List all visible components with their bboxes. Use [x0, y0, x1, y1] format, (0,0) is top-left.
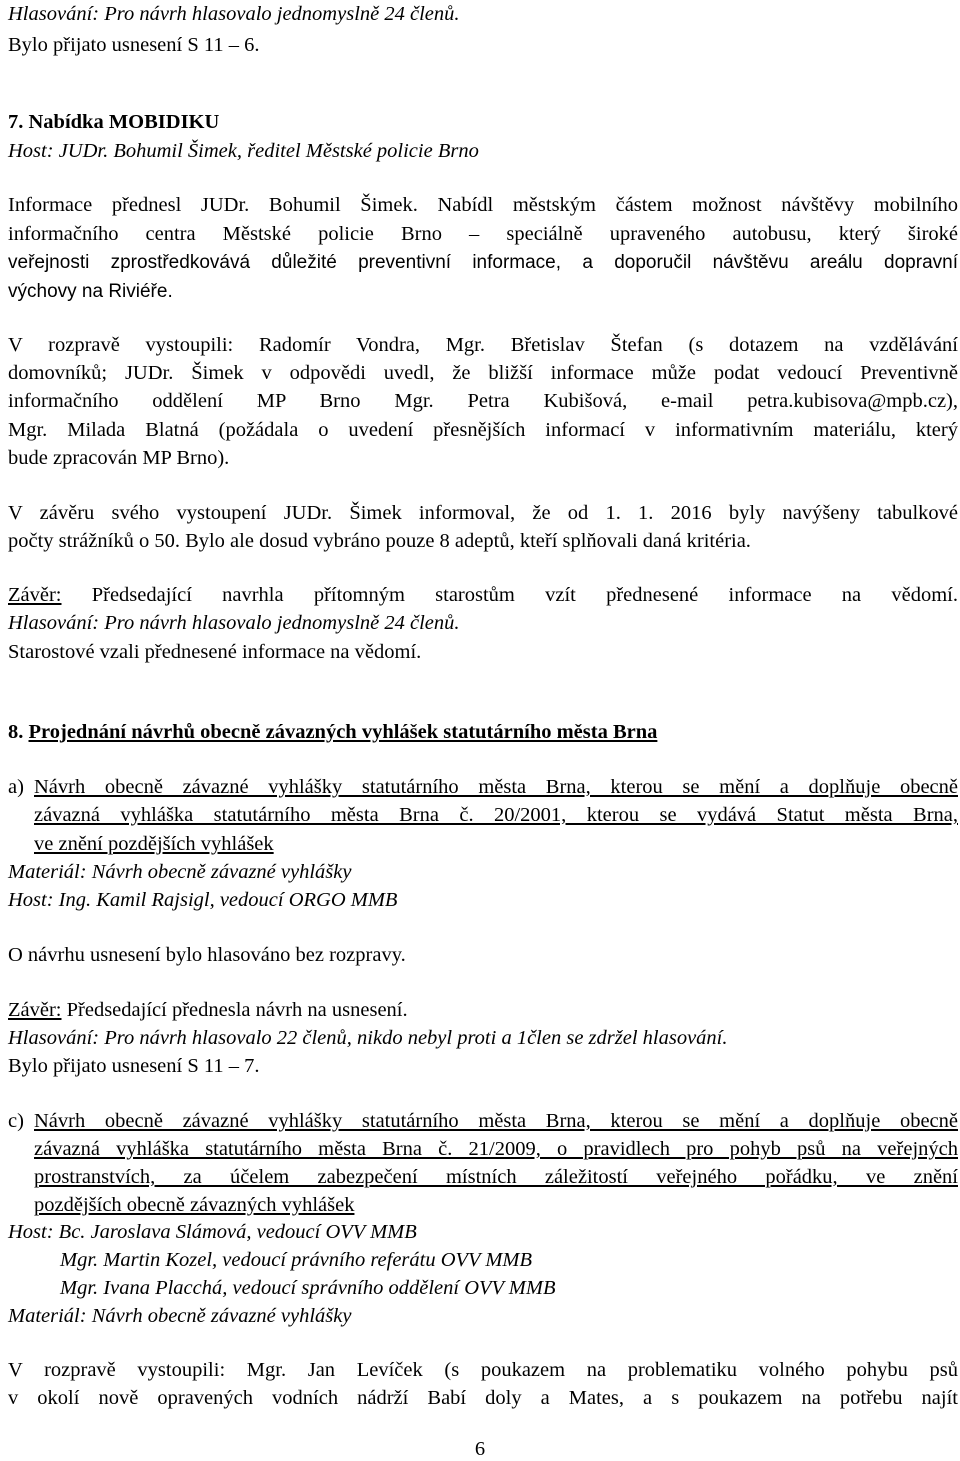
vote-line: Hlasování: Pro návrh hlasovalo jednomyslně 24 členů.: [8, 612, 460, 634]
paragraph-line: veřejnosti zprostředkovává důležité preventivní informace, a doporučil návštěvu areálu dopravní: [8, 252, 958, 273]
conclusion-text: Předsedající navrhla přítomným starostům vzít přednesené informace na vědomí.: [61, 584, 958, 606]
paragraph-line: O návrhu usnesení bylo hlasováno bez rozpravy.: [8, 944, 406, 966]
section-title: Projednání návrhů obecně závazných vyhlášek statutárního města Brna: [28, 721, 658, 743]
section-heading-8: [8, 720, 657, 744]
conclusion-label: Závěr:: [8, 999, 62, 1021]
paragraph-line: V rozpravě vystoupili: Mgr. Jan Levíček (s poukazem na problematiku volného pohybu psů: [8, 1359, 958, 1381]
list-marker-c: c): [8, 1110, 24, 1132]
list-item-a-line: Návrh obecně závazné vyhlášky statutárního města Brna, kterou se mění a doplňuje obecně: [34, 776, 958, 798]
paragraph-line: informačního oddělení MP Brno Mgr. Petra Kubišová, e-mail petra.kubisova@mpb.cz),: [8, 390, 958, 412]
host-line: Host: JUDr. Bohumil Šimek, ředitel Městské policie Brno: [8, 140, 479, 162]
conclusion-label: Závěr:: [8, 584, 62, 606]
host-line: Mgr. Ivana Placchá, vedoucí správního oddělení OVV MMB: [60, 1277, 556, 1299]
host-line: Host: Ing. Kamil Rajsigl, vedoucí ORGO MMB: [8, 889, 398, 911]
paragraph-line: Informace přednesl JUDr. Bohumil Šimek. Nabídl městským částem možnost návštěvy mobilního: [8, 194, 958, 216]
material-line: Materiál: Návrh obecně závazné vyhlášky: [8, 1305, 352, 1327]
paragraph-line: informačního centra Městské policie Brno – speciálně upraveného autobusu, který široké: [8, 223, 958, 245]
section-heading-7: 7. Nabídka MOBIDIKU: [8, 111, 220, 133]
paragraph-line: V závěru svého vystoupení JUDr. Šimek informoval, že od 1. 1. 2016 byly navýšeny tabulkové: [8, 502, 958, 524]
result-line: Starostové vzali přednesené informace na vědomí.: [8, 641, 422, 663]
paragraph-line: výchovy na Riviéře.: [8, 281, 173, 302]
material-line: Materiál: Návrh obecně závazné vyhlášky: [8, 861, 352, 883]
paragraph-line: V rozpravě vystoupili: Radomír Vondra, Mgr. Břetislav Štefan (s dotazem na vzdělávání: [8, 334, 958, 356]
paragraph-line: domovníků; JUDr. Šimek v odpovědi uvedl, že bližší informace může podat vedoucí Preventivně: [8, 362, 958, 384]
list-item-c-line: závazná vyhláška statutárního města Brna č. 21/2009, o pravidlech pro pohyb psů na veřejných: [34, 1138, 958, 1160]
paragraph-line: počty strážníků o 50. Bylo ale dosud vybráno pouze 8 adeptů, kteří splňovali daná kritéria.: [8, 530, 751, 552]
result-line: Bylo přijato usnesení S 11 – 7.: [8, 1055, 260, 1077]
list-marker-a: a): [8, 776, 24, 798]
page-number: 6: [474, 1438, 486, 1460]
vote-line: Hlasování: Pro návrh hlasovalo 22 členů, nikdo nebyl proti a 1člen se zdržel hlasování.: [8, 1027, 728, 1049]
list-item-c-line: pozdějších obecně závazných vyhlášek: [34, 1194, 355, 1216]
list-item-a-line: závazná vyhláška statutárního města Brna č. 20/2001, kterou se vydává Statut města Brna,: [34, 804, 958, 826]
vote-line: Hlasování: Pro návrh hlasovalo jednomyslně 24 členů.: [8, 3, 460, 25]
paragraph-line: Mgr. Milada Blatná (požádala o uvedení přesnějších informací v informativním materiálu, který: [8, 419, 958, 441]
paragraph-line: bude zpracován MP Brno).: [8, 447, 230, 469]
conclusion-line: [8, 583, 958, 607]
list-item-a-line: ve znění pozdějších vyhlášek: [34, 833, 274, 855]
host-line: Mgr. Martin Kozel, vedoucí právního referátu OVV MMB: [60, 1249, 533, 1271]
paragraph-line: v okolí nově opravených vodních nádrží Babí doly a Mates, a s poukazem na potřebu najít: [8, 1387, 958, 1409]
section-number: 8.: [8, 721, 24, 743]
host-line: Host: Bc. Jaroslava Slámová, vedoucí OVV MMB: [8, 1221, 417, 1243]
conclusion-text: Předsedající přednesla návrh na usnesení.: [61, 999, 408, 1021]
list-item-c-line: prostranstvích, za účelem zabezpečení místních záležitostí veřejného pořádku, ve znění: [34, 1166, 958, 1188]
conclusion-line: [8, 998, 408, 1022]
resolution-line: Bylo přijato usnesení S 11 – 6.: [8, 34, 260, 56]
list-item-c-line: Návrh obecně závazné vyhlášky statutárního města Brna, kterou se mění a doplňuje obecně: [34, 1110, 958, 1132]
